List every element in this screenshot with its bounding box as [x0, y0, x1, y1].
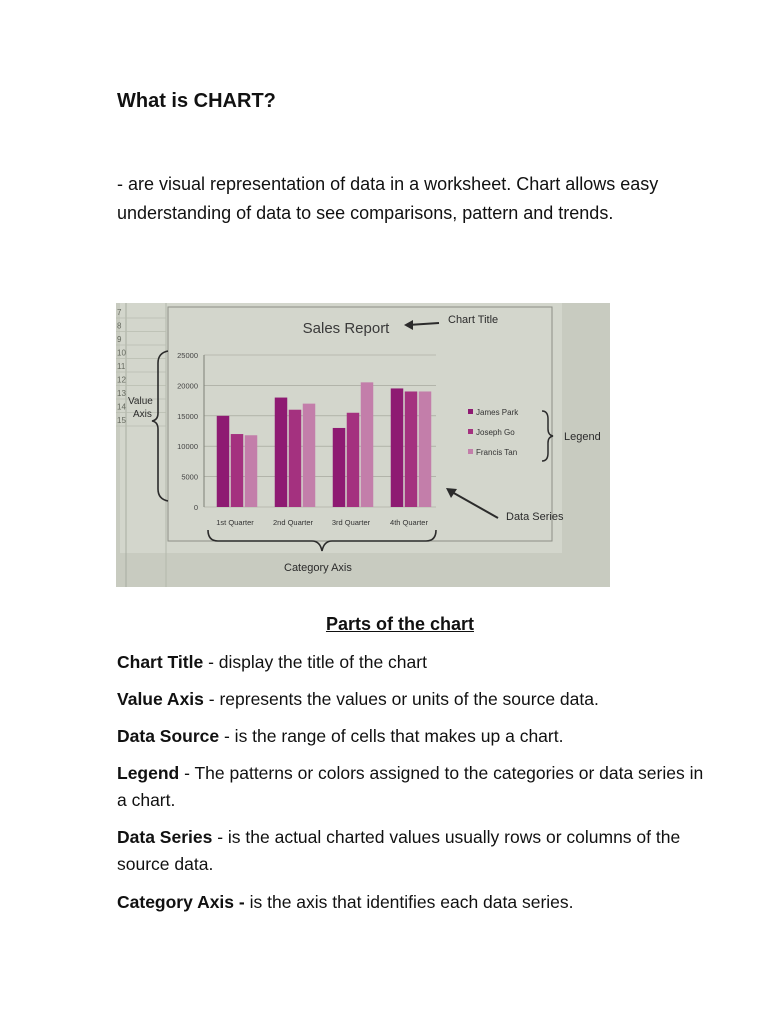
intro-paragraph: - are visual representation of data in a worksheet. Chart allows easy understanding of data to see comparisons, pattern and trends.: [117, 174, 659, 223]
definition-category-axis: [117, 889, 717, 916]
definition-term: Value Axis: [117, 689, 204, 709]
data-series-callout: Data Series: [506, 511, 564, 523]
legend-label: Francis Tan: [476, 448, 518, 457]
bar-francis-tan-1: [245, 435, 258, 507]
definition-text: - represents the values or units of the source data.: [203, 689, 599, 709]
y-tick-label: 0: [193, 503, 198, 512]
bar-james-park-1: [217, 416, 230, 507]
legend-swatch: [468, 449, 473, 454]
definition-chart-title: [117, 649, 717, 676]
definition-text: - The patterns or colors assigned to the categories or data series in a chart.: [117, 763, 704, 810]
bar-james-park-3: [333, 428, 346, 507]
legend-swatch: [468, 409, 473, 414]
x-tick-label: 4th Quarter: [390, 518, 428, 527]
definition-text: - display the title of the chart: [203, 652, 427, 672]
bar-joseph-go-2: [289, 410, 302, 507]
definition-term: Legend: [117, 763, 180, 783]
x-tick-label: 3rd Quarter: [331, 518, 371, 527]
definition-term: Data Source: [117, 726, 220, 746]
sheet-row-number: 11: [117, 362, 126, 371]
definition-data-source: [117, 723, 717, 750]
y-tick-label: 15000: [177, 411, 198, 421]
y-tick-label: 25000: [177, 351, 198, 360]
definition-text: is the axis that identifies each data series.: [244, 892, 574, 912]
definition-data-series: [117, 824, 717, 878]
category-axis-callout: Category Axis: [284, 562, 352, 574]
sheet-row-number: 14: [117, 402, 126, 412]
y-tick-label: 5000: [181, 472, 198, 482]
sheet-row-number: 9: [117, 335, 122, 344]
value-axis-callout-1: Value: [128, 396, 153, 407]
definition-text: - is the range of cells that makes up a chart.: [219, 726, 564, 746]
bar-joseph-go-4: [405, 391, 418, 507]
legend-label: James Park: [476, 408, 519, 417]
x-tick-label: 1st Quarter: [216, 518, 254, 527]
bar-francis-tan-2: [303, 404, 316, 507]
page-title: What is CHART?: [117, 90, 276, 112]
bar-joseph-go-1: [231, 434, 244, 507]
sheet-row-number: 12: [117, 375, 126, 385]
bar-joseph-go-3: [347, 413, 360, 507]
chart-title-callout: Chart Title: [448, 314, 499, 326]
sheet-row-number: 10: [117, 348, 126, 358]
definition-term: Data Series: [117, 827, 213, 847]
bar-james-park-2: [275, 398, 288, 507]
legend-callout: Legend: [564, 431, 601, 443]
chart-figure: [116, 303, 610, 587]
definition-legend: [117, 760, 717, 814]
sheet-row-number: 8: [117, 321, 122, 331]
bar-francis-tan-3: [361, 382, 374, 507]
y-tick-label: 20000: [177, 381, 198, 391]
chart-title: Sales Report: [302, 320, 390, 337]
y-tick-label: 10000: [177, 442, 198, 452]
definition-term: Category Axis -: [117, 892, 245, 912]
x-tick-label: 2nd Quarter: [272, 518, 314, 527]
sheet-row-number: 7: [117, 308, 122, 317]
bar-francis-tan-4: [419, 391, 432, 507]
value-axis-callout-2: Axis: [133, 409, 152, 420]
sheet-row-number: 13: [117, 389, 126, 398]
bar-james-park-4: [391, 388, 404, 507]
parts-heading: Parts of the chart: [325, 614, 475, 634]
chart-photo: [116, 303, 610, 587]
sheet-row-number: 15: [117, 416, 126, 425]
definition-value-axis: [117, 686, 717, 713]
definition-term: Chart Title: [117, 652, 204, 672]
legend-label: Joseph Go: [476, 428, 515, 437]
definition-text: - is the actual charted values usually rows or columns of the source data.: [117, 827, 681, 874]
legend-swatch: [468, 429, 473, 434]
